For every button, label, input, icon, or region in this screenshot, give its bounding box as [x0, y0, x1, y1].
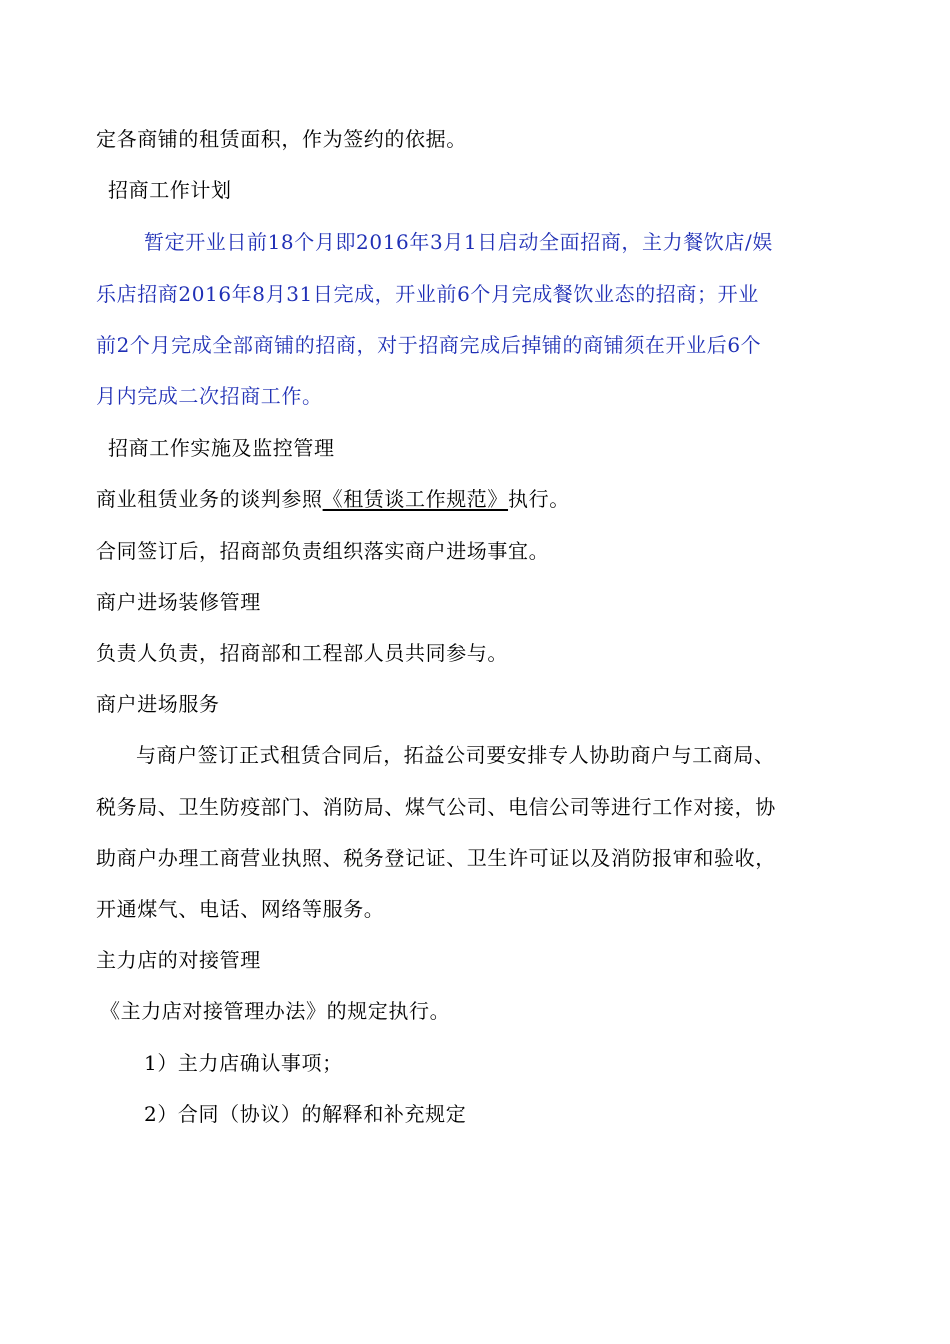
list-item: 2）合同（协议）的解释和补充规定 [144, 1102, 467, 1126]
line-prefix: 商业租赁业务的谈判参照 [96, 487, 323, 511]
paragraph-line: 暂定开业日前18个月即2016年3月1日启动全面招商，主力餐饮店/娱 [144, 230, 773, 254]
line-suffix: 执行。 [508, 487, 570, 511]
paragraph-line: 税务局、卫生防疫部门、消防局、煤气公司、电信公司等进行工作对接，协 [96, 795, 776, 819]
section-heading-implementation: 招商工作实施及监控管理 [108, 436, 335, 460]
paragraph-line: 助商户办理工商营业执照、税务登记证、卫生许可证以及消防报审和验收， [96, 846, 776, 870]
paragraph-line [96, 486, 570, 512]
paragraph-line: 《主力店对接管理办法》的规定执行。 [100, 999, 451, 1023]
section-heading-service: 商户进场服务 [96, 692, 220, 716]
paragraph-line: 月内完成二次招商工作。 [96, 384, 323, 408]
paragraph-line: 负责人负责，招商部和工程部人员共同参与。 [96, 641, 508, 665]
regulation-link[interactable]: 《租赁谈工作规范》 [322, 487, 509, 511]
paragraph-line: 乐店招商2016年8月31日完成，开业前6个月完成餐饮业态的招商；开业 [96, 282, 759, 306]
paragraph-line: 前2个月完成全部商铺的招商，对于招商完成后掉铺的商铺须在开业后6个 [96, 333, 762, 357]
section-heading-anchor-store: 主力店的对接管理 [96, 948, 261, 972]
paragraph-line: 定各商铺的租赁面积，作为签约的依据。 [96, 127, 467, 151]
paragraph-line: 合同签订后，招商部负责组织落实商户进场事宜。 [96, 539, 550, 563]
section-heading-decoration: 商户进场装修管理 [96, 590, 261, 614]
paragraph-line: 开通煤气、电话、网络等服务。 [96, 897, 385, 921]
section-heading-plan: 招商工作计划 [108, 178, 232, 202]
paragraph-line: 与商户签订正式租赁合同后，拓益公司要安排专人协助商户与工商局、 [136, 743, 775, 767]
list-item: 1）主力店确认事项； [144, 1051, 343, 1075]
